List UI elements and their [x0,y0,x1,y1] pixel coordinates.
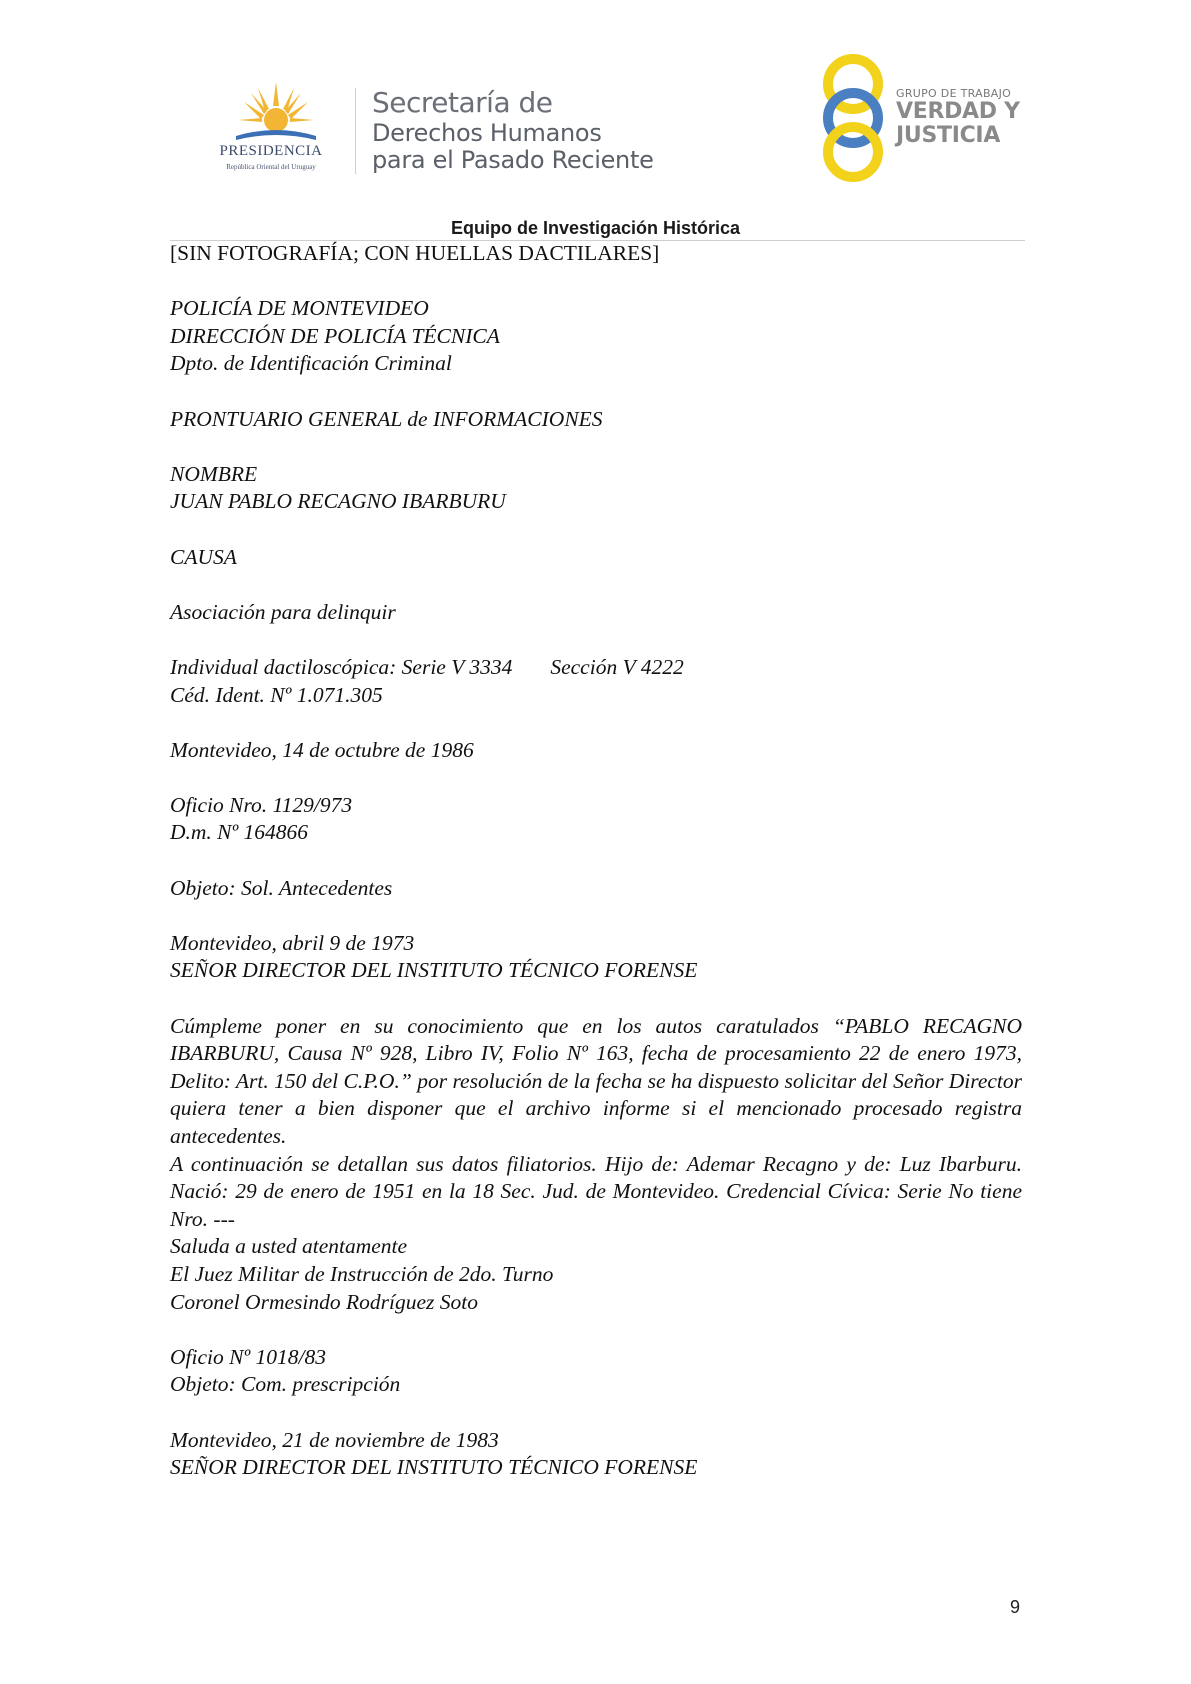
fecha-3: Montevideo, 21 de noviembre de 1983 [170,1427,499,1452]
document-body [170,240,1022,1482]
fecha-1: Montevideo, 14 de octubre de 1986 [170,737,474,762]
verdad-justicia-text [896,87,1020,148]
verdad-justicia-logo [818,54,1028,182]
paragraph-1: Cúmpleme poner en su conocimiento que en los autos caratulados “PABLO RECAGNO IBARBURU, Causa Nº 928, Libro IV, Folio Nº 163, fecha de procesamiento 22 de enero 1973, Delito: Art. 150 del C.P.O.” por resolución de la fecha se ha dispuesto solicitar del Señor Director quiera tener a bien disponer que el archivo informe si el mencionado procesado registra antecedentes. [170,1013,1022,1148]
photo-note: [SIN FOTOGRAFÍA; CON HUELLAS DACTILARES] [170,241,660,265]
secretaria-line-1: Secretaría de [372,86,553,119]
secretaria-line-3: para el Pasado Reciente [372,146,654,174]
cedula-line: Céd. Ident. Nº 1.071.305 [170,682,383,707]
prontuario-title: PRONTUARIO GENERAL de INFORMACIONES [170,406,603,431]
senor-director-2: SEÑOR DIRECTOR DEL INSTITUTO TÉCNICO FORENSE [170,1455,698,1480]
verdad-y-label: VERDAD Y [896,99,1020,124]
equipo-title: Equipo de Investigación Histórica [450,218,741,238]
grupo-de-trabajo-label: GRUPO DE TRABAJO [896,87,1012,100]
causa-label: CAUSA [170,544,237,569]
oficio-2: Oficio Nº 1018/83 [170,1344,326,1369]
seccion-value: Sección V 4222 [550,654,684,679]
logo-divider [355,88,356,174]
fecha-2: Montevideo, abril 9 de 1973 [170,930,415,955]
sun-icon [236,80,316,144]
presidencia-word: PRESIDENCIA [219,143,323,159]
justicia-label: JUSTICIA [896,123,1001,148]
objeto-1: Objeto: Sol. Antecedentes [170,875,393,900]
org-line-3: Dpto. de Identificación Criminal [170,351,452,376]
objeto-2: Objeto: Com. prescripción [170,1372,401,1397]
coronel-line: Coronel Ormesindo Rodríguez Soto [170,1289,478,1314]
individual-line [170,654,1022,682]
paragraph-2: A continuación se detallan sus datos filiatorios. Hijo de: Ademar Recagno y de: Luz Ibarburu. Nació: 29 de enero de 1951 en la 18 Sec. Jud. de Montevideo. Credencial Cívica: Serie No tiene Nro. --- [170,1151,1022,1231]
saluda-line: Saluda a usted atentamente [170,1234,408,1259]
secretaria-logo-text [372,86,654,174]
presidencia-subtitle: República Oriental del Uruguay [226,163,316,171]
presidencia-logo [196,80,346,180]
rings-icon [818,54,888,182]
dm-number: D.m. Nº 164866 [170,820,309,845]
nombre-value: JUAN PABLO RECAGNO IBARBURU [170,489,506,514]
page-number: 9 [1010,1597,1021,1617]
secretaria-line-2: Derechos Humanos [372,119,602,147]
oficio-1: Oficio Nro. 1129/973 [170,792,353,817]
juez-line: El Juez Militar de Instrucción de 2do. Turno [170,1261,554,1286]
causa-value: Asociación para delinquir [170,599,396,624]
senor-director-1: SEÑOR DIRECTOR DEL INSTITUTO TÉCNICO FORENSE [170,958,698,983]
org-line-2: DIRECCIÓN DE POLICÍA TÉCNICA [170,323,500,348]
org-line-1: POLICÍA DE MONTEVIDEO [170,296,429,321]
nombre-label: NOMBRE [170,461,258,486]
individual-serie: Individual dactiloscópica: Serie V 3334 [170,654,513,679]
